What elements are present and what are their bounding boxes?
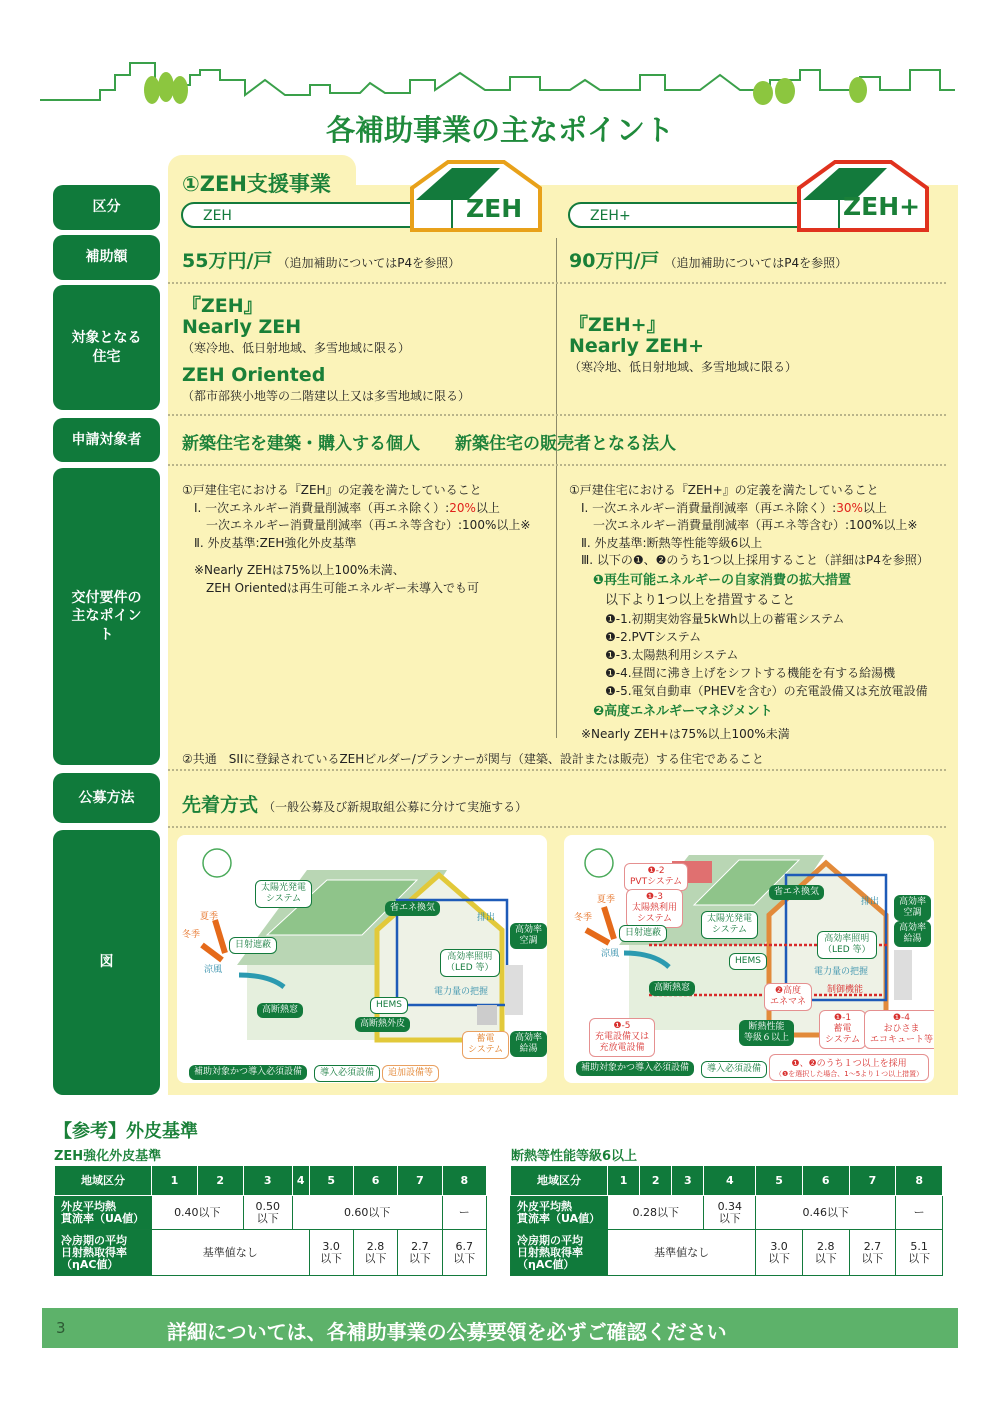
tag-grade: 断熱性能 等級６以上 — [739, 1020, 794, 1046]
method — [182, 790, 527, 817]
tag-power: 電力量の把握 — [434, 987, 489, 997]
tag-hems: HEMS — [729, 953, 767, 970]
tag-breeze: 涼風 — [204, 965, 223, 975]
target-note: （都市部狭小地等の二階建以上又は多雪地域に限る） — [182, 389, 471, 403]
tag-water: 高効率 給湯 — [894, 921, 931, 947]
zeh-house-label: ZEH — [466, 194, 523, 223]
zeh-amount-note: （追加補助についてはP4を参照） — [277, 256, 461, 270]
zeh-amount — [182, 246, 460, 273]
row-header-eta: 冷房期の平均 日射熱取得率 （ηAC値） — [55, 1230, 152, 1276]
row-header-ua: 外皮平均熱 貫流率（UA値） — [55, 1196, 152, 1230]
label-applicant: 申請対象者 — [53, 418, 160, 462]
target-nearly-zehplus: Nearly ZEH+ — [569, 335, 705, 357]
cell: 0.60以下 — [292, 1196, 442, 1230]
req-head: ①戸建住宅における『ZEH』の定義を満たしていること — [182, 483, 482, 497]
tag-aircon: 高効率 空調 — [894, 895, 931, 921]
col-header: 2 — [197, 1166, 243, 1196]
zehplus-house-label: ZEH+ — [843, 192, 921, 221]
col-header: 7 — [849, 1166, 896, 1196]
req-i1c: 一次エネルギー消費量削減率（再エネ等含む）:100%以上※ — [593, 518, 918, 532]
req-pct: 20% — [449, 500, 476, 515]
target-zehplus: 『ZEH+』 — [569, 314, 666, 336]
cell: 0.28以下 — [608, 1196, 704, 1230]
zehplus-amount-note: （追加補助についてはP4を参照） — [664, 256, 848, 270]
page-title: 各補助事業の主なポイント — [325, 113, 674, 147]
footer-bar — [42, 1308, 958, 1348]
table1-caption: ZEH強化外皮基準 — [54, 1149, 162, 1164]
section-title: ①ZEH支援事業 — [182, 172, 331, 196]
cell: 2.8 以下 — [802, 1230, 849, 1276]
common-requirement: ②共通 SIIに登録されているZEHビルダー/プランナーが関与（建築、設計または販売）する住宅であること — [182, 752, 764, 766]
cell: 5.1 以下 — [896, 1230, 943, 1276]
cell: 0.46以下 — [756, 1196, 896, 1230]
adopt-text: ❶、❷のうち１つ以上を採用 — [791, 1059, 907, 1069]
col-header: 8 — [442, 1166, 486, 1196]
cell: 基準値なし — [152, 1230, 310, 1276]
req-i1: Ⅰ. 一次エネルギー消費量削減率（再エネ除く）: — [581, 500, 837, 515]
measure-1-items — [569, 610, 929, 700]
tag-ev: ❶-5 充電設備又は 充放電設備 — [589, 1018, 655, 1057]
measure-item: ❶-1.初期実効容量5kWh以上の蓄電システム — [605, 611, 845, 626]
method-note: （一般公募及び新規取組公募に分けて実施する） — [263, 800, 528, 814]
tag-vent: 省エネ換気 — [769, 885, 824, 900]
target-note: （寒冷地、低日射地域、多雪地域に限る） — [182, 341, 411, 355]
label-method: 公募方法 — [53, 773, 160, 823]
reference-title: 【参考】外皮基準 — [54, 1121, 198, 1142]
zeh-pill: ZEH — [181, 202, 431, 228]
col-header: 4 — [704, 1166, 756, 1196]
tag-summer: 夏季 — [200, 912, 219, 922]
target-nearly-zeh: Nearly ZEH — [182, 316, 302, 338]
measure-item: ❶-3.太陽熱利用システム — [605, 647, 739, 662]
target-note: （寒冷地、低日射地域、多雪地域に限る） — [569, 360, 798, 374]
req-i1-suffix: 以上 — [862, 500, 887, 515]
req-note: ※Nearly ZEHは75%以上100%未満、 — [194, 563, 405, 577]
cell: ー — [442, 1196, 486, 1230]
tag-battery: 蓄電 システム — [462, 1031, 509, 1059]
row-header-eta: 冷房期の平均 日射熱取得率 （ηAC値） — [511, 1230, 608, 1276]
cell: 3.0 以下 — [309, 1230, 353, 1276]
tag-envelope: 高断熱外皮 — [355, 1017, 410, 1032]
col-header: 6 — [802, 1166, 849, 1196]
tag-winter: 冬季 — [182, 930, 201, 940]
header-region: 地域区分 — [511, 1166, 608, 1196]
legend-required: 導入必須設備 — [701, 1061, 767, 1078]
tag-hems: HEMS — [370, 997, 408, 1014]
zehplus-amount-value: 90万円/戸 — [569, 250, 660, 272]
legend-required-subsidy: 補助対象かつ導入必須設備 — [189, 1065, 307, 1080]
row-separator — [168, 414, 946, 416]
tag-led: 高効率照明 （LED 等） — [440, 949, 500, 977]
tag-battery: ❶-1 蓄電 システム — [819, 1010, 866, 1049]
col-header: 3 — [672, 1166, 704, 1196]
tag-shade: 日射遮蔽 — [229, 937, 277, 954]
tag-solarheat: ❶-3 太陽熱利用 システム — [626, 889, 683, 928]
col-header: 8 — [896, 1166, 943, 1196]
row-header-ua: 外皮平均熱 貫流率（UA値） — [511, 1196, 608, 1230]
adopt-box — [769, 1054, 929, 1081]
target-zeh-oriented: ZEH Oriented — [182, 364, 326, 386]
table-zeh-envelope — [54, 1165, 487, 1276]
applicant-corporation: 新築住宅の販売者となる法人 — [455, 434, 676, 454]
req-note: ※Nearly ZEH+は75%以上100%未満 — [581, 726, 790, 741]
target-zeh: 『ZEH』 — [182, 295, 263, 317]
tag-solar: 太陽光発電 システム — [701, 911, 758, 939]
zeh-amount-value: 55万円/戸 — [182, 250, 273, 272]
row-separator — [168, 826, 946, 828]
req-i1: Ⅰ. 一次エネルギー消費量削減率（再エネ除く）: — [194, 500, 450, 515]
zehplus-pill: ZEH+ — [568, 202, 818, 228]
tag-control: 制御機能 — [827, 985, 864, 995]
tag-exhaust: 排出 — [477, 913, 496, 923]
col-header: 1 — [608, 1166, 640, 1196]
cell: 3.0 以下 — [756, 1230, 803, 1276]
req-head: ①戸建住宅における『ZEH+』の定義を満たしていること — [569, 483, 879, 497]
zehplus-illustration — [564, 835, 934, 1083]
zehplus-amount — [569, 246, 847, 273]
col-header: 2 — [640, 1166, 672, 1196]
method-main: 先着方式 — [182, 794, 259, 816]
tag-pvt: ❶-2 PVTシステム — [624, 863, 688, 891]
cell: 2.8 以下 — [353, 1230, 397, 1276]
legend-required-subsidy: 補助対象かつ導入必須設備 — [576, 1061, 694, 1076]
tag-exhaust: 排出 — [861, 897, 880, 907]
zehplus-targets — [569, 315, 797, 378]
tag-window: 高断熱窓 — [257, 1003, 303, 1018]
legend-required: 導入必須設備 — [314, 1065, 380, 1082]
table-grade6 — [510, 1165, 943, 1276]
cell: 6.7 以下 — [442, 1230, 486, 1276]
col-header: 6 — [353, 1166, 397, 1196]
measure-2: ❷高度エネルギーマネジメント — [593, 703, 773, 719]
tag-aircon: 高効率 空調 — [510, 923, 547, 949]
cell: 2.7 以下 — [398, 1230, 442, 1276]
cell: 0.34 以下 — [704, 1196, 756, 1230]
label-figure: 図 — [53, 830, 160, 1095]
header-region: 地域区分 — [55, 1166, 152, 1196]
req-note: ZEH Orientedは再生可能エネルギー未導入でも可 — [206, 580, 480, 595]
label-target-house: 対象となる住宅 — [53, 285, 160, 410]
tag-breeze: 涼風 — [601, 949, 620, 959]
measure-item: ❶-5.電気自動車（PHEVを含む）の充電設備又は充放電設備 — [605, 683, 928, 698]
req-pct: 30% — [836, 500, 863, 515]
measure-1: ❶再生可能エネルギーの自家消費の拡大措置 — [593, 572, 852, 588]
col-header: 4 — [292, 1166, 309, 1196]
page-number: 3 — [56, 1319, 66, 1337]
zeh-requirements — [182, 482, 530, 597]
tag-vent: 省エネ換気 — [385, 901, 440, 916]
tag-summer: 夏季 — [597, 895, 616, 905]
tag-ecocute: ❶-4 おひさま エコキュート等 — [864, 1010, 934, 1049]
col-header: 5 — [309, 1166, 353, 1196]
adopt-note: （❶を選択した場合、1～5より１つ以上措置） — [775, 1070, 924, 1078]
tag-energy-mgmt: ❷高度 エネマネ — [764, 983, 812, 1011]
label-category: 区分 — [53, 185, 160, 230]
tag-solar: 太陽光発電 システム — [255, 880, 312, 908]
legend-additional: 追加設備等 — [382, 1065, 439, 1082]
row-separator — [168, 464, 946, 466]
col-header: 3 — [243, 1166, 292, 1196]
skyline-decoration — [40, 55, 960, 115]
tag-led: 高効率照明 （LED 等） — [817, 931, 877, 959]
footer-note: 詳細については、各補助事業の公募要領を必ずご確認ください — [167, 1320, 727, 1344]
applicant-individual: 新築住宅を建築・購入する個人 — [182, 434, 420, 454]
col-header: 1 — [152, 1166, 198, 1196]
measure-1-sub: 以下より1つ以上を措置すること — [605, 592, 796, 608]
cell: 基準値なし — [608, 1230, 756, 1276]
measure-item: ❶-4.昼間に沸き上げをシフトする機能を有する給湯機 — [605, 665, 896, 680]
zehplus-requirements — [569, 482, 929, 743]
col-header: 5 — [756, 1166, 803, 1196]
col-header: 7 — [398, 1166, 442, 1196]
label-requirements: 交付要件の主なポイント — [53, 468, 160, 765]
tag-window: 高断熱窓 — [649, 981, 695, 996]
row-separator — [168, 769, 946, 771]
tag-winter: 冬季 — [574, 913, 593, 923]
table2-caption: 断熱等性能等級6以上 — [511, 1149, 638, 1164]
cell: 0.50 以下 — [243, 1196, 292, 1230]
tag-water: 高効率 給湯 — [510, 1031, 547, 1057]
tag-power: 電力量の把握 — [814, 967, 869, 977]
req-i3: Ⅲ. 以下の❶、❷のうち1つ以上採用すること（詳細はP4を参照） — [581, 553, 929, 567]
req-i1-suffix: 以上 — [475, 500, 500, 515]
zeh-targets — [182, 296, 470, 407]
cell: 2.7 以下 — [849, 1230, 896, 1276]
req-i2: Ⅱ. 外皮基準:ZEH強化外皮基準 — [194, 535, 357, 550]
cell: 0.40以下 — [152, 1196, 244, 1230]
label-amount: 補助額 — [53, 235, 160, 280]
zeh-illustration — [177, 835, 547, 1083]
tag-shade: 日射遮蔽 — [619, 925, 667, 942]
row-separator — [168, 282, 946, 284]
column-divider — [556, 238, 557, 738]
req-i1c: 一次エネルギー消費量削減率（再エネ等含む）:100%以上※ — [206, 518, 531, 532]
req-i2: Ⅱ. 外皮基準:断熱等性能等級6以上 — [581, 535, 763, 550]
cell: ー — [896, 1196, 943, 1230]
measure-item: ❶-2.PVTシステム — [605, 629, 702, 644]
